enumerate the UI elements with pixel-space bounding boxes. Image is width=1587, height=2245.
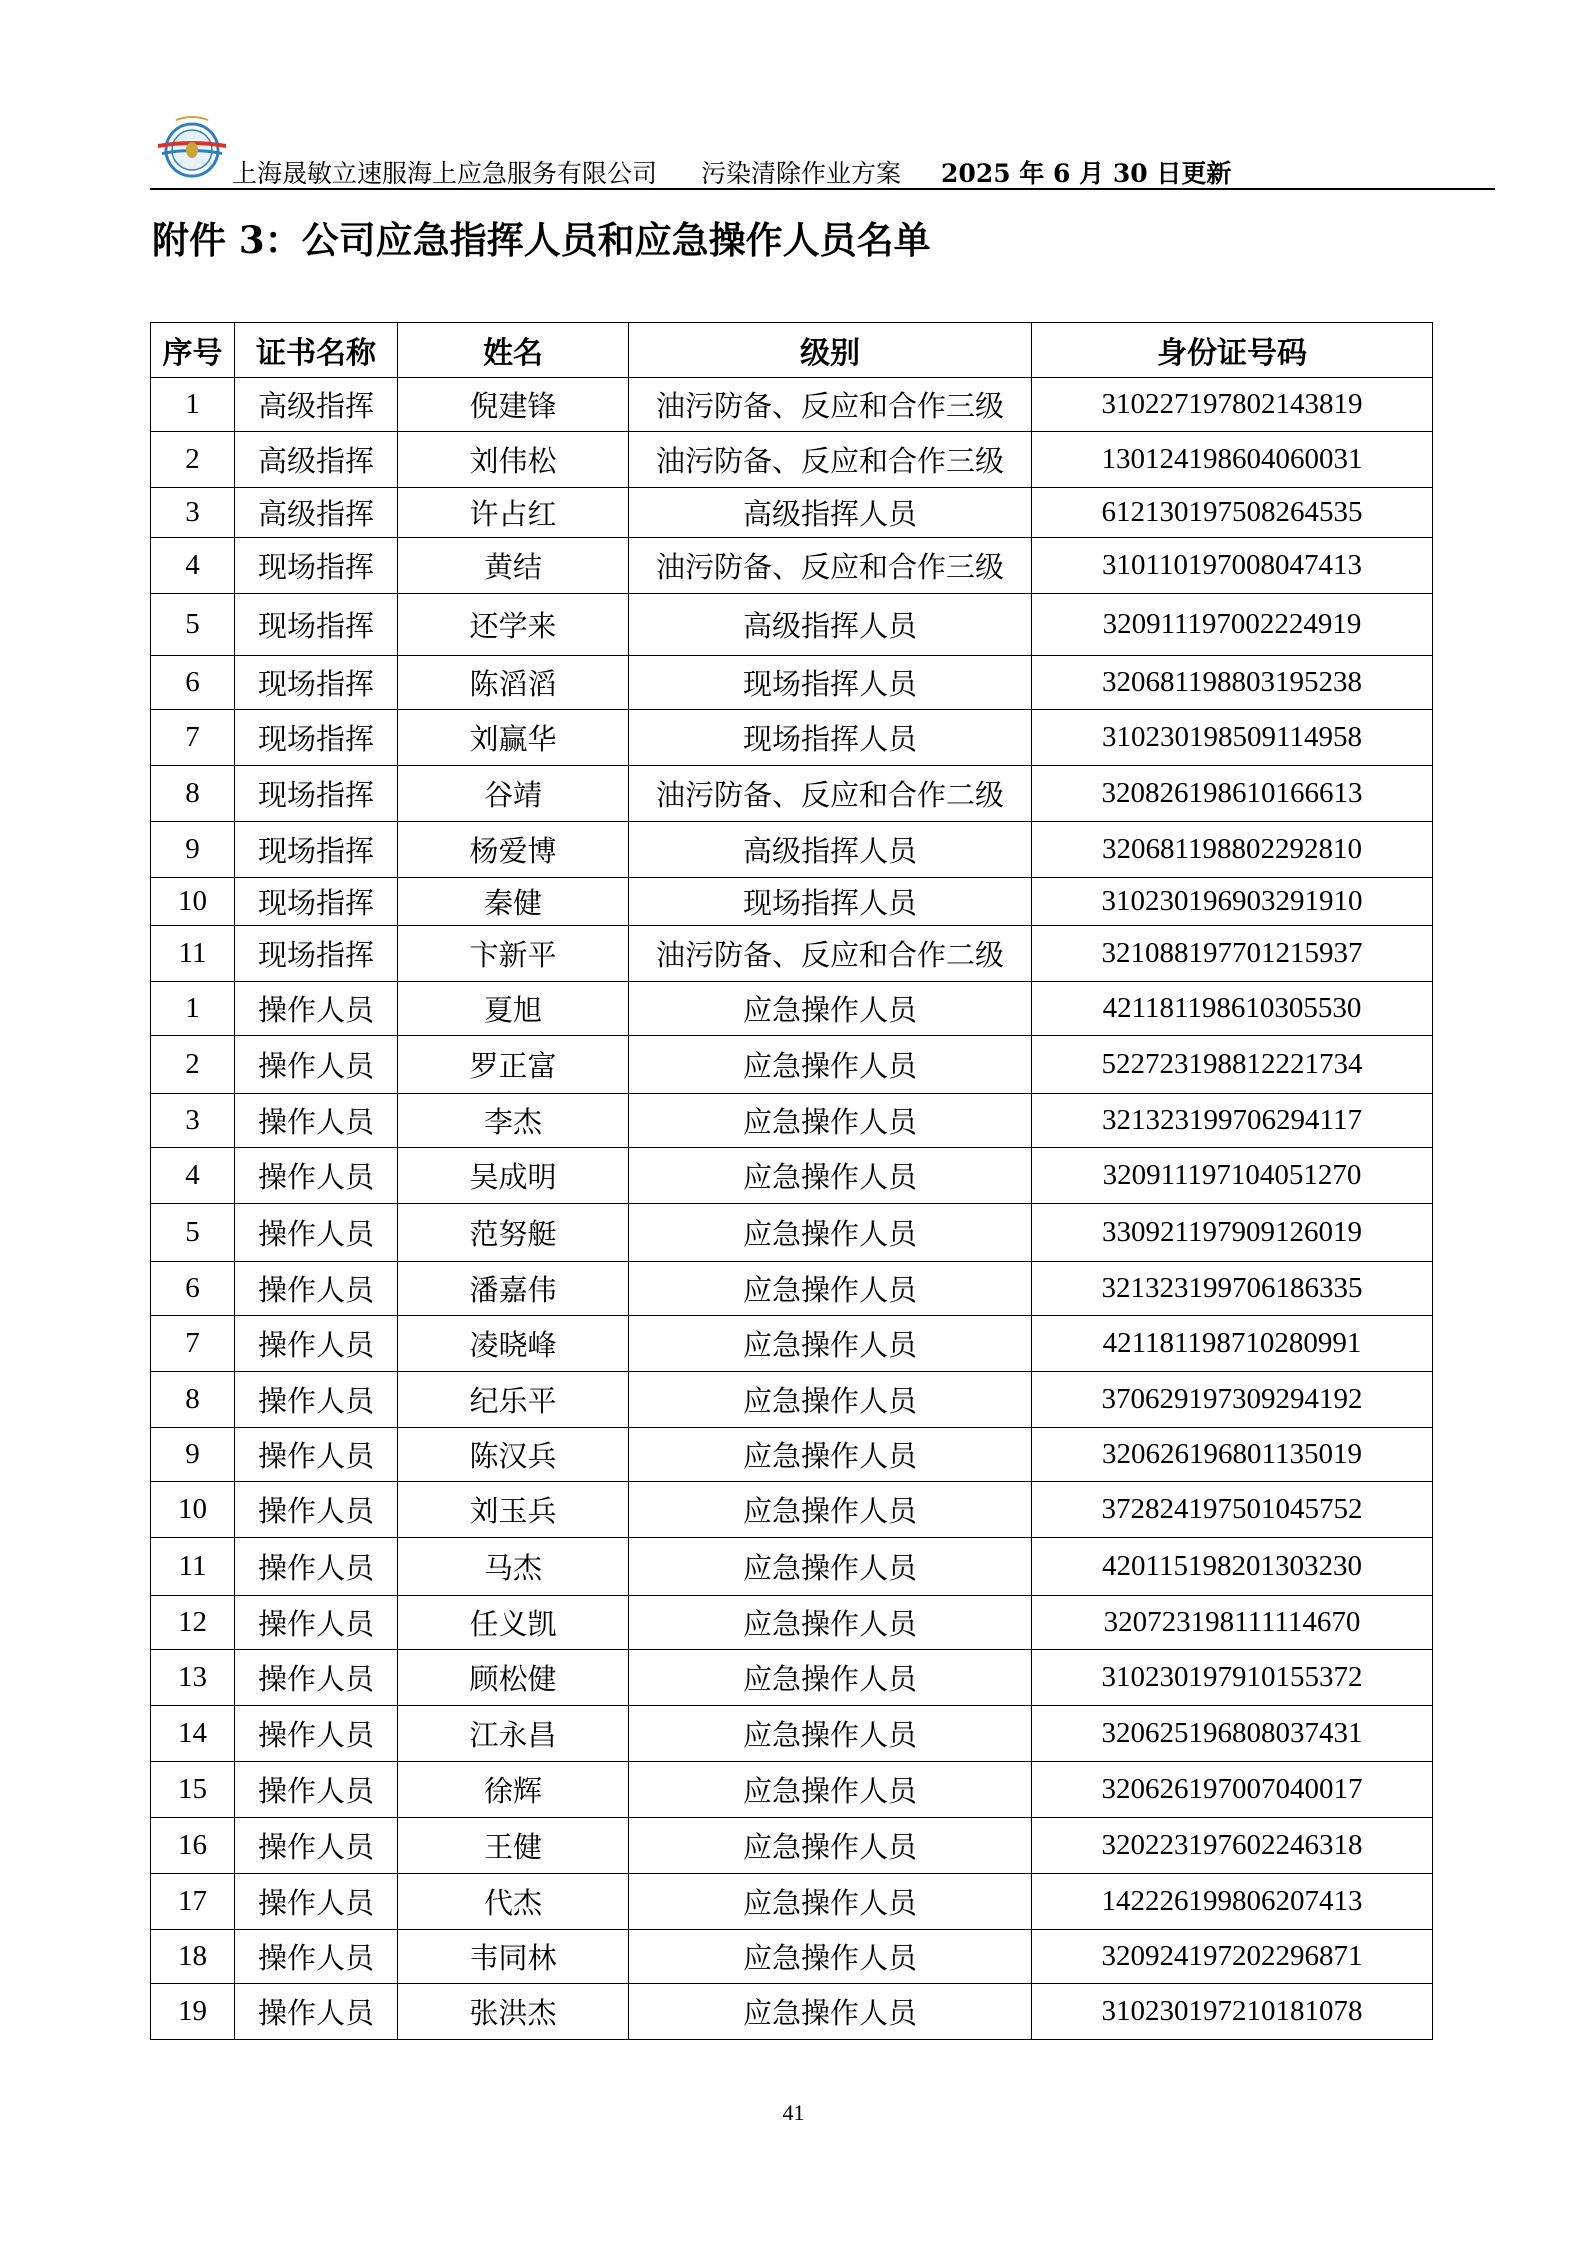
- cell-level: 高级指挥人员: [629, 822, 1032, 878]
- cell-seq: 5: [151, 1204, 235, 1262]
- table-row: [151, 1930, 1433, 1984]
- cell-certificate: 操作人员: [235, 1036, 398, 1094]
- cell-name: 黄结: [398, 538, 629, 594]
- table-row: [151, 378, 1433, 432]
- cell-certificate: 操作人员: [235, 1094, 398, 1148]
- column-header-level: 级别: [629, 323, 1032, 378]
- cell-level: 应急操作人员: [629, 1262, 1032, 1316]
- cell-seq: 18: [151, 1930, 235, 1984]
- cell-seq: 12: [151, 1596, 235, 1650]
- cell-name: 陈汉兵: [398, 1428, 629, 1482]
- cell-certificate: 现场指挥: [235, 766, 398, 822]
- table-row: [151, 1094, 1433, 1148]
- cell-level: 应急操作人员: [629, 1148, 1032, 1204]
- cell-certificate: 现场指挥: [235, 878, 398, 926]
- cell-certificate: 操作人员: [235, 1482, 398, 1538]
- table-row: [151, 1706, 1433, 1762]
- header-text: [232, 154, 1231, 190]
- cell-certificate: 操作人员: [235, 1428, 398, 1482]
- cell-name: 范努艇: [398, 1204, 629, 1262]
- cell-level: 应急操作人员: [629, 1372, 1032, 1428]
- cell-name: 夏旭: [398, 982, 629, 1036]
- cell-id-number: 420115198201303230: [1032, 1538, 1433, 1596]
- table-row: [151, 1036, 1433, 1094]
- cell-certificate: 现场指挥: [235, 538, 398, 594]
- cell-certificate: 现场指挥: [235, 594, 398, 656]
- cell-id-number: 320625196808037431: [1032, 1706, 1433, 1762]
- table-row: [151, 1482, 1433, 1538]
- column-header-id: 身份证号码: [1032, 323, 1433, 378]
- cell-id-number: 320924197202296871: [1032, 1930, 1433, 1984]
- plan-name: 污染清除作业方案: [701, 159, 902, 188]
- cell-level: 应急操作人员: [629, 1650, 1032, 1706]
- cell-name: 还学来: [398, 594, 629, 656]
- cell-level: 应急操作人员: [629, 1482, 1032, 1538]
- cell-level: 应急操作人员: [629, 1316, 1032, 1372]
- cell-level: 应急操作人员: [629, 1818, 1032, 1874]
- cell-seq: 1: [151, 982, 235, 1036]
- cell-certificate: 操作人员: [235, 1372, 398, 1428]
- cell-seq: 10: [151, 878, 235, 926]
- cell-name: 王健: [398, 1818, 629, 1874]
- cell-certificate: 操作人员: [235, 1930, 398, 1984]
- page-header: [150, 110, 1495, 190]
- cell-level: 应急操作人员: [629, 1094, 1032, 1148]
- cell-level: 油污防备、反应和合作三级: [629, 538, 1032, 594]
- cell-id-number: 321323199706294117: [1032, 1094, 1433, 1148]
- cell-name: 李杰: [398, 1094, 629, 1148]
- cell-id-number: 370629197309294192: [1032, 1372, 1433, 1428]
- cell-level: 应急操作人员: [629, 1762, 1032, 1818]
- cell-name: 张洪杰: [398, 1984, 629, 2040]
- table-row: [151, 656, 1433, 710]
- cell-level: 应急操作人员: [629, 1706, 1032, 1762]
- cell-seq: 1: [151, 378, 235, 432]
- cell-level: 应急操作人员: [629, 1874, 1032, 1930]
- cell-certificate: 操作人员: [235, 1984, 398, 2040]
- cell-seq: 11: [151, 1538, 235, 1596]
- table-row: [151, 822, 1433, 878]
- cell-name: 陈滔滔: [398, 656, 629, 710]
- cell-id-number: 421181198710280991: [1032, 1316, 1433, 1372]
- cell-seq: 5: [151, 594, 235, 656]
- table-row: [151, 1148, 1433, 1204]
- cell-id-number: 320723198111114670: [1032, 1596, 1433, 1650]
- table-row: [151, 926, 1433, 982]
- cell-certificate: 高级指挥: [235, 378, 398, 432]
- table-row: [151, 1818, 1433, 1874]
- cell-seq: 7: [151, 710, 235, 766]
- cell-level: 现场指挥人员: [629, 656, 1032, 710]
- cell-level: 应急操作人员: [629, 1596, 1032, 1650]
- cell-seq: 14: [151, 1706, 235, 1762]
- cell-certificate: 操作人员: [235, 1538, 398, 1596]
- page-number: 41: [782, 2100, 805, 2125]
- table-body: [151, 378, 1433, 2040]
- cell-certificate: 操作人员: [235, 1818, 398, 1874]
- cell-level: 应急操作人员: [629, 1538, 1032, 1596]
- cell-name: 江永昌: [398, 1706, 629, 1762]
- cell-seq: 6: [151, 1262, 235, 1316]
- cell-seq: 4: [151, 1148, 235, 1204]
- cell-seq: 3: [151, 488, 235, 538]
- cell-level: 高级指挥人员: [629, 594, 1032, 656]
- cell-level: 应急操作人员: [629, 1036, 1032, 1094]
- table-row: [151, 1316, 1433, 1372]
- table-row: [151, 710, 1433, 766]
- table-row: [151, 1596, 1433, 1650]
- cell-certificate: 高级指挥: [235, 432, 398, 488]
- cell-level: 应急操作人员: [629, 1930, 1032, 1984]
- cell-id-number: 320681198803195238: [1032, 656, 1433, 710]
- cell-certificate: 现场指挥: [235, 710, 398, 766]
- cell-name: 谷靖: [398, 766, 629, 822]
- cell-id-number: 612130197508264535: [1032, 488, 1433, 538]
- cell-name: 凌晓峰: [398, 1316, 629, 1372]
- cell-name: 任义凯: [398, 1596, 629, 1650]
- table-row: [151, 1372, 1433, 1428]
- table-row: [151, 1204, 1433, 1262]
- cell-id-number: 421181198610305530: [1032, 982, 1433, 1036]
- cell-certificate: 操作人员: [235, 1204, 398, 1262]
- cell-id-number: 372824197501045752: [1032, 1482, 1433, 1538]
- cell-name: 吴成明: [398, 1148, 629, 1204]
- cell-seq: 13: [151, 1650, 235, 1706]
- cell-id-number: 321323199706186335: [1032, 1262, 1433, 1316]
- update-date: 2025 年 6 月 30 日更新: [941, 159, 1232, 188]
- cell-id-number: 142226199806207413: [1032, 1874, 1433, 1930]
- table-row: [151, 982, 1433, 1036]
- table-row: [151, 432, 1433, 488]
- cell-id-number: 310230198509114958: [1032, 710, 1433, 766]
- table-row: [151, 1762, 1433, 1818]
- cell-seq: 7: [151, 1316, 235, 1372]
- cell-certificate: 操作人员: [235, 1706, 398, 1762]
- cell-id-number: 320681198802292810: [1032, 822, 1433, 878]
- cell-certificate: 现场指挥: [235, 926, 398, 982]
- cell-level: 应急操作人员: [629, 1428, 1032, 1482]
- table-row: [151, 1984, 1433, 2040]
- cell-seq: 8: [151, 1372, 235, 1428]
- cell-id-number: 320626196801135019: [1032, 1428, 1433, 1482]
- cell-name: 韦同林: [398, 1930, 629, 1984]
- table-row: [151, 766, 1433, 822]
- cell-certificate: 操作人员: [235, 1874, 398, 1930]
- cell-name: 罗正富: [398, 1036, 629, 1094]
- table-row: [151, 538, 1433, 594]
- table-row: [151, 1262, 1433, 1316]
- column-header-seq: 序号: [151, 323, 235, 378]
- cell-level: 油污防备、反应和合作三级: [629, 378, 1032, 432]
- cell-name: 纪乐平: [398, 1372, 629, 1428]
- cell-seq: 2: [151, 432, 235, 488]
- cell-id-number: 330921197909126019: [1032, 1204, 1433, 1262]
- table-row: [151, 1538, 1433, 1596]
- cell-name: 许占红: [398, 488, 629, 538]
- cell-level: 油污防备、反应和合作二级: [629, 766, 1032, 822]
- cell-id-number: 310230196903291910: [1032, 878, 1433, 926]
- cell-level: 现场指挥人员: [629, 710, 1032, 766]
- cell-id-number: 320626197007040017: [1032, 1762, 1433, 1818]
- cell-name: 徐辉: [398, 1762, 629, 1818]
- cell-level: 高级指挥人员: [629, 488, 1032, 538]
- cell-name: 刘伟松: [398, 432, 629, 488]
- cell-id-number: 320911197002224919: [1032, 594, 1433, 656]
- cell-seq: 6: [151, 656, 235, 710]
- personnel-table: [150, 322, 1433, 2040]
- cell-name: 倪建锋: [398, 378, 629, 432]
- company-emblem-icon: [152, 110, 232, 180]
- cell-certificate: 操作人员: [235, 1596, 398, 1650]
- cell-name: 卞新平: [398, 926, 629, 982]
- cell-name: 潘嘉伟: [398, 1262, 629, 1316]
- cell-name: 代杰: [398, 1874, 629, 1930]
- cell-seq: 19: [151, 1984, 235, 2040]
- cell-seq: 15: [151, 1762, 235, 1818]
- document-title: 附件 3：公司应急指挥人员和应急操作人员名单: [152, 218, 931, 262]
- cell-seq: 16: [151, 1818, 235, 1874]
- cell-id-number: 321088197701215937: [1032, 926, 1433, 982]
- cell-id-number: 310230197910155372: [1032, 1650, 1433, 1706]
- cell-level: 现场指挥人员: [629, 878, 1032, 926]
- cell-seq: 4: [151, 538, 235, 594]
- cell-level: 应急操作人员: [629, 1204, 1032, 1262]
- table-header-row: [151, 323, 1433, 378]
- cell-certificate: 现场指挥: [235, 656, 398, 710]
- cell-level: 应急操作人员: [629, 1984, 1032, 2040]
- cell-name: 秦健: [398, 878, 629, 926]
- cell-seq: 8: [151, 766, 235, 822]
- cell-seq: 11: [151, 926, 235, 982]
- cell-certificate: 操作人员: [235, 1262, 398, 1316]
- cell-seq: 17: [151, 1874, 235, 1930]
- cell-id-number: 320223197602246318: [1032, 1818, 1433, 1874]
- cell-name: 杨爱博: [398, 822, 629, 878]
- cell-certificate: 高级指挥: [235, 488, 398, 538]
- cell-level: 油污防备、反应和合作二级: [629, 926, 1032, 982]
- cell-name: 刘赢华: [398, 710, 629, 766]
- cell-id-number: 310230197210181078: [1032, 1984, 1433, 2040]
- cell-seq: 10: [151, 1482, 235, 1538]
- table-row: [151, 1428, 1433, 1482]
- cell-seq: 2: [151, 1036, 235, 1094]
- cell-certificate: 操作人员: [235, 1148, 398, 1204]
- cell-certificate: 操作人员: [235, 1316, 398, 1372]
- cell-name: 顾松健: [398, 1650, 629, 1706]
- cell-name: 刘玉兵: [398, 1482, 629, 1538]
- cell-certificate: 操作人员: [235, 1762, 398, 1818]
- table-row: [151, 1650, 1433, 1706]
- table-row: [151, 878, 1433, 926]
- cell-level: 油污防备、反应和合作三级: [629, 432, 1032, 488]
- table-row: [151, 594, 1433, 656]
- cell-id-number: 522723198812221734: [1032, 1036, 1433, 1094]
- table-row: [151, 1874, 1433, 1930]
- cell-certificate: 操作人员: [235, 982, 398, 1036]
- cell-id-number: 130124198604060031: [1032, 432, 1433, 488]
- cell-id-number: 310110197008047413: [1032, 538, 1433, 594]
- cell-seq: 9: [151, 822, 235, 878]
- column-header-name: 姓名: [398, 323, 629, 378]
- cell-seq: 9: [151, 1428, 235, 1482]
- cell-name: 马杰: [398, 1538, 629, 1596]
- cell-seq: 3: [151, 1094, 235, 1148]
- cell-level: 应急操作人员: [629, 982, 1032, 1036]
- cell-certificate: 现场指挥: [235, 822, 398, 878]
- cell-id-number: 320911197104051270: [1032, 1148, 1433, 1204]
- table-row: [151, 488, 1433, 538]
- cell-certificate: 操作人员: [235, 1650, 398, 1706]
- column-header-certificate: 证书名称: [235, 323, 398, 378]
- cell-id-number: 310227197802143819: [1032, 378, 1433, 432]
- cell-id-number: 320826198610166613: [1032, 766, 1433, 822]
- company-name: 上海晟敏立速服海上应急服务有限公司: [232, 159, 658, 188]
